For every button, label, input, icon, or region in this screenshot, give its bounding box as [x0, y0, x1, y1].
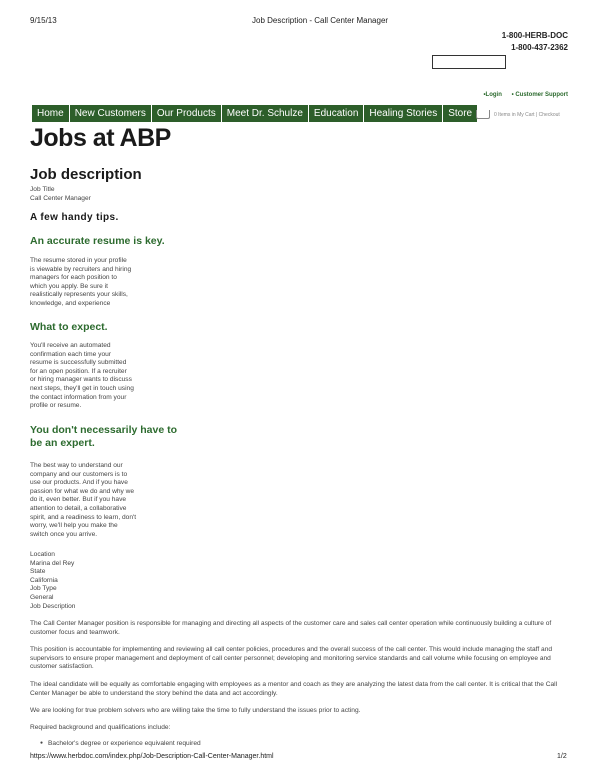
expect-text: You'll receive an automated confirmation each time your resume is successfully submitted for an open position. If a recruiter or hiring manager wants to discuss next steps, they'll get in touch using the contact information from your profile or resume.	[30, 342, 134, 410]
nav-healing-stories[interactable]: Healing Stories	[364, 105, 443, 122]
expert-text: The best way to understand our company and our customers is to use our products. And if you have passion for what we do and why we do it, even better. But if you have attention to detail, a collaborative spirit, and a readiness to learn, don't worry, we'll help you make the switch once you arrive.	[30, 462, 137, 538]
job-type-label: Job Type	[30, 585, 57, 593]
description-paragraph: The ideal candidate will be equally as comfortable engaging with employees as a mentor and coach as they are analyzing the latest data from the call center. It is critical that the Call Center Manager be able to understand the story behind the data and act accordingly.	[30, 681, 558, 697]
customer-support-link[interactable]: • Customer Support	[511, 92, 568, 98]
expert-heading-line2: be an expert.	[30, 437, 95, 449]
phone-block	[502, 30, 568, 54]
phone-vanity: 1-800-HERB-DOC	[501, 31, 568, 40]
cart-label[interactable]: 0 Items in My Cart | Checkout	[494, 111, 560, 118]
login-link[interactable]: •Login	[483, 92, 502, 98]
location-label: Location	[30, 551, 55, 558]
state-value: California	[30, 576, 58, 584]
search-input[interactable]	[432, 55, 506, 69]
print-title: Job Description - Call Center Manager	[252, 16, 389, 25]
nav-education[interactable]: Education	[309, 105, 364, 122]
cart-icon	[476, 110, 490, 119]
expert-heading	[30, 424, 177, 450]
state-label: State	[30, 568, 46, 576]
description-paragraph: This position is accountable for implementing and reviewing all call center policies, procedures and the overall success of the call center. This would include managing the staff and supervisors to ensure proper management and deployment of call center personnel; developing and monitoring service standards and call volume while focusing on employee and customer satisfaction.	[30, 646, 553, 671]
expert-heading-line1: You don't necessarily have to	[30, 424, 178, 436]
print-date: 9/15/13	[30, 16, 57, 25]
resume-heading: An accurate resume is key.	[30, 235, 165, 247]
location-value: Marina del Rey	[30, 559, 75, 567]
page-title: Jobs at ABP	[30, 124, 171, 152]
resume-text: The resume stored in your profile is viewable by recruiters and hiring managers for each position to which you apply. Be sure it realistically represents your skills, knowledge, and experience	[30, 257, 132, 307]
section-title: Job description	[30, 166, 142, 183]
nav-meet-dr-schulze[interactable]: Meet Dr. Schulze	[222, 105, 309, 122]
job-description-label: Job Description	[30, 602, 76, 610]
cart-widget[interactable]	[476, 110, 560, 119]
nav-store[interactable]: Store	[448, 108, 473, 119]
nav-home[interactable]: Home	[32, 105, 70, 122]
tips-heading: A few handy tips.	[30, 212, 119, 223]
expect-heading: What to expect.	[30, 321, 108, 333]
job-type-value: General	[30, 593, 54, 601]
qualification-item: ● Bachelor's degree or experience equivalent required	[40, 740, 201, 747]
print-page-number: 1/2	[557, 753, 567, 760]
phone-number: 1-800-437-2362	[511, 43, 568, 52]
nav-our-products[interactable]: Our Products	[152, 105, 222, 122]
main-nav	[32, 105, 477, 122]
qualifications-intro: Required background and qualifications include:	[30, 724, 171, 731]
details-list	[30, 551, 75, 611]
job-title-label: Job Title	[30, 186, 55, 193]
description-paragraph: The Call Center Manager position is responsible for managing and directing all aspects of the customer care and sales call center operation while continuously building a culture of customer focus and teamwork.	[30, 620, 552, 636]
nav-new-customers[interactable]: New Customers	[70, 105, 152, 122]
description-paragraph: We are looking for true problem solvers who are willing take the time to fully understand the issues prior to acting.	[30, 707, 361, 714]
top-links	[475, 92, 568, 98]
job-title-value: Call Center Manager	[30, 195, 91, 202]
print-url: https://www.herbdoc.com/index.php/Job-Description-Call-Center-Manager.html	[30, 753, 274, 760]
